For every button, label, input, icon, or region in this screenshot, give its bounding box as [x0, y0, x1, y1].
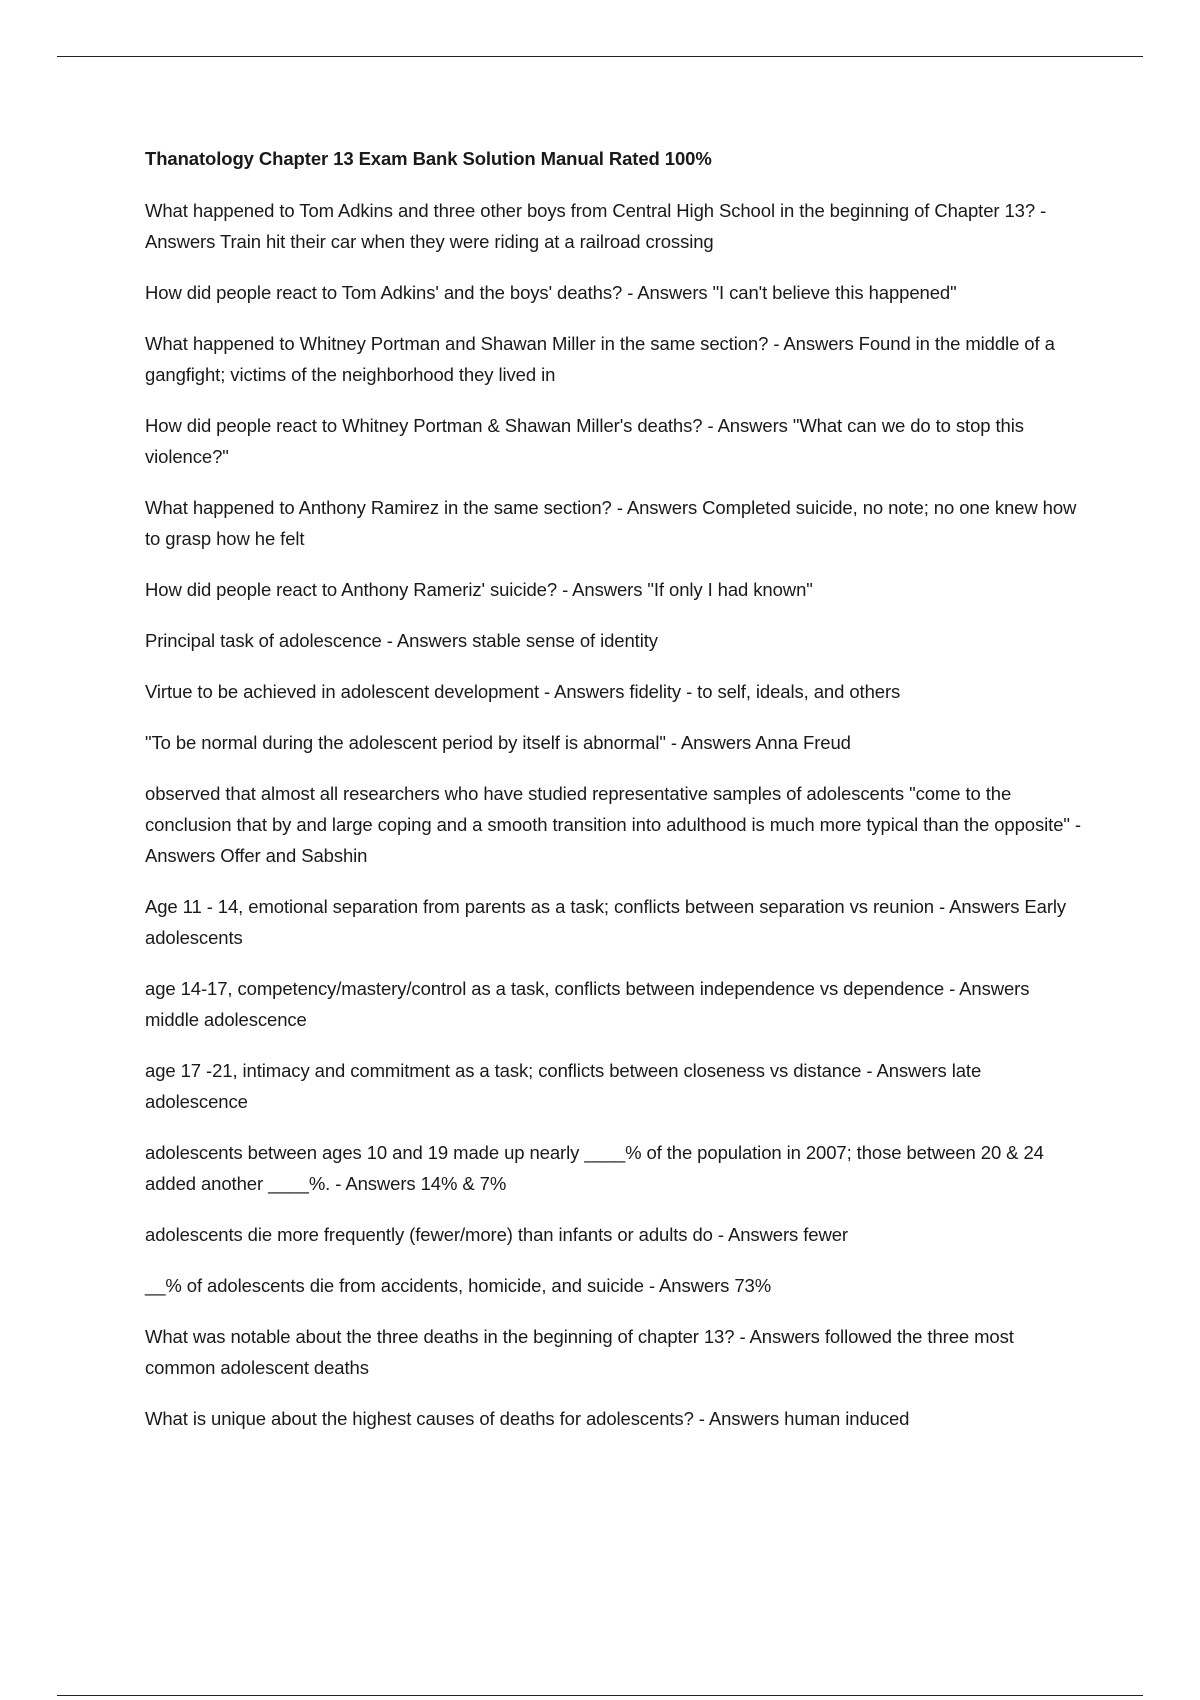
footer-rule — [57, 1695, 1143, 1696]
qa-item: adolescents between ages 10 and 19 made up nearly ____% of the population in 2007; those between 20 & 24 added another ____%. - Answers 14% & 7% — [145, 1142, 1044, 1194]
qa-item: age 17 -21, intimacy and commitment as a task; conflicts between closeness vs distance - Answers late adolescence — [145, 1060, 982, 1112]
qa-item: What was notable about the three deaths in the beginning of chapter 13? - Answers followed the three most common adolescent deaths — [145, 1326, 1014, 1378]
qa-item: How did people react to Anthony Rameriz' suicide? - Answers "If only I had known" — [145, 579, 813, 600]
document-title: Thanatology Chapter 13 Exam Bank Solution Manual Rated 100% — [145, 148, 712, 169]
qa-item: How did people react to Whitney Portman & Shawan Miller's deaths? - Answers "What can we do to stop this violence?" — [145, 415, 1024, 467]
qa-item: "To be normal during the adolescent period by itself is abnormal" - Answers Anna Freud — [145, 732, 851, 753]
qa-item: adolescents die more frequently (fewer/more) than infants or adults do - Answers fewer — [145, 1224, 848, 1245]
qa-item: What happened to Whitney Portman and Shawan Miller in the same section? - Answers Found in the middle of a gangfight; victims of the neighborhood they lived in — [145, 333, 1055, 385]
qa-item: Principal task of adolescence - Answers stable sense of identity — [145, 630, 658, 651]
header-rule — [57, 56, 1143, 57]
qa-item: What is unique about the highest causes of deaths for adolescents? - Answers human induced — [145, 1408, 910, 1429]
qa-item: age 14-17, competency/mastery/control as a task, conflicts between independence vs dependence - Answers middle adolescence — [145, 978, 1030, 1030]
document-body — [145, 145, 1085, 1454]
qa-item: __% of adolescents die from accidents, homicide, and suicide - Answers 73% — [145, 1275, 772, 1296]
qa-item: Age 11 - 14, emotional separation from parents as a task; conflicts between separation vs reunion - Answers Early adolescents — [145, 896, 1067, 948]
qa-item: Virtue to be achieved in adolescent development - Answers fidelity - to self, ideals, and others — [145, 681, 901, 702]
qa-item: What happened to Tom Adkins and three other boys from Central High School in the beginning of Chapter 13? - Answers Train hit their car when they were riding at a railroad crossing — [145, 200, 1047, 252]
qa-item: What happened to Anthony Ramirez in the same section? - Answers Completed suicide, no note; no one knew how to grasp how he felt — [145, 497, 1077, 549]
qa-list — [145, 195, 1085, 1434]
qa-item: How did people react to Tom Adkins' and the boys' deaths? - Answers "I can't believe this happened" — [145, 282, 957, 303]
qa-item: observed that almost all researchers who have studied representative samples of adolescents "come to the conclusion that by and large coping and a smooth transition into adulthood is much more typical than the opposite" - Answers Offer and Sabshin — [145, 783, 1081, 866]
